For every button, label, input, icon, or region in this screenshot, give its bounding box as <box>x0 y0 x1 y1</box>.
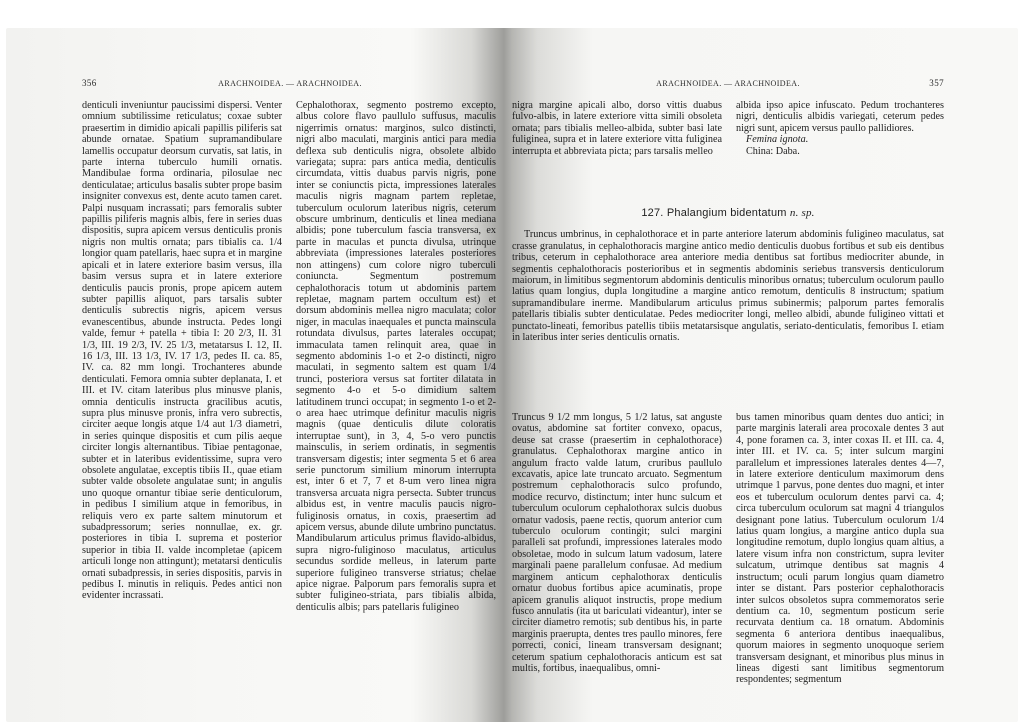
running-title-right: ARACHNOIDEA. — ARACHNOIDEA. <box>656 79 800 88</box>
page-number-right: 357 <box>929 78 944 88</box>
paragraph: denticuli inveniuntur paucissimi dispersi. Venter omnium subtilissime reticulatus; coxae subter praesertim in dimidio apicali papillis piliferis sat abunde ornatae. Spatium supramandibulare lamellis occupatur deorsum curvatis, sat latis, in parte interna tuberculo humili ornatis. Mandibulae forma ordinaria, pilosulae nec denticulatae; articulus basalis subter prope basim insigniter convexus est, dente acuto tamen caret. Palpi nusquam incrassati; pars femoralis subter papillis piliferis magnis albis, fere in series duas dispositis, supra apicem versus denticulis pronis nigris non multis ornata; pars tibialis ca. 1/4 longior quam patellaris, haec supra et in margine apicali et in latere exteriore basim versus, illa basim versus supra et in latere exteriore denticulis paucis pronis, prope apicem autem subter papillis aliquot, pars tarsalis subter denticulis subrectis nigris, apicem versus evanescentibus, abunde instructa. Pedes longi valde, femur + patella + tibia I: 20 2/3, II. 31 1/3, III. 19 2/3, IV. 25 1/3, metatarsus I. 12, II. 16 1/3, III. 13 1/3, IV. 17 1/3, pedes II. ca. 85, IV. ca. 82 mm longi. Trochanteres abunde denticulati. Femora omnia subter deplanata, I. et III. et IV. citam lateribus plus minusve planis, omnia denticulis instructa gracilibus acutis, supra plus minusve pronis, infra vero subrectis, circiter aeque longis atque 1/4 aut 1/3 diametri, in series quinque dispositis et cum pilis aeque circiter longis alternantibus. Tibiae pentagonae, subter et in lateribus evidentissime, supra vero obsolete angulatae, exceptis tibiis II., quae etiam subter valde obsolete angulatae sunt; in angulis uno quoque ornantur tibiae serie denticulorum, in pedibus I similium atque in femoribus, in reliquis vero ex parte saltem minutorum et subadpressorum; series nonnullae, ex. gr. posteriores in tibia I. suprema et posterior superior in tibia II. valde incompletae (apicem articuli longe non attingunt); metatarsi denticulis ornati subadpressis, in series dispositis, parvis in pedibus I. minutis in reliquis. Pedes antici non evidenter incrassati. <box>82 100 283 602</box>
paragraph: Cephalothorax, segmento postremo excepto, albus colore flavo paullulo suffusus, maculis nigerrimis ornatus: marginos, sulco distincti, nigri albo maculati, marginis antici para media deflexa sub denticulis nigra, obsolete albido variegata; supra: pars antica media, denticulis circumdata, vittis duabus parvis nigris, pone inter se coniunctis picta, impressiones laterales maculis nigris magnam partem repletae, tuberculum oculorum lateribus nigris, ceterum obscure umbrinum, denticulis et linea mediana albidis; pone tuberculum fascia transversa, ex parte in maculas et puncta divulsa, utrinque abbreviata (impressiones laterales posteriores non attingens) cum colore nigro tuberculi coniuncta. Segmentum postremum cephalothoracis totum ut abdominis partem repletae, magnam partem occultum est) et dorsum abdominis mellea nigro maculata; color niger, in maculas inaequales et puncta mainscula rotundata divulsus, partes laterales occupat; immaculata tamen relinquit area, quae in segmento abdominis 1-o et 2-o distincti, nigro maculati, in segmento saltem est quam 1/4 trunci, posteriora versus sat fortiter dilatata in segmento 4-o et 5-o dimidium saltem latitudinem trunci occupat; in segmento 1-o et 2-o area haec utrimque definitur maculis nigris magnis (quae denticulis dilute coloratis interruptae sunt), in 3, 4, 5-o vero punctis mainsculis, in seriem ordinatis, in segmentis transversam digestis; inter segmenta 5 et 6 area serie punctorum similium minorum interrupta est, inter 6 et 7, 7 et 8-um vero linea nigra transversa arcuata nigra persecta. Subter truncus albidus est, in ventre maculis paucis nigro-fuliginosis ornatus, in coxis, praesertim ad apicem versus, abunde dilute umbrino punctatus. Mandibularum articulus primus flavido-albidus, supra nigro-fuliginoso maculatus, articulus secundus sordide melleus, in laterum parte superiore fuligineo transverse striatus; chelae apice nigrae. Palporum pars femoralis supra et subter fuligineo-striata, pars tibialis albida, denticulis albis; pars patellaris fuligineo <box>296 100 496 613</box>
species-name: Phalangium bidentatum <box>666 207 787 219</box>
running-head-right <box>512 78 944 92</box>
running-title-left: ARACHNOIDEA. — ARACHNOIDEA. <box>218 79 362 88</box>
species-number: 127. <box>641 207 664 219</box>
right-page <box>512 78 944 718</box>
femina-note: Femina ignota. <box>746 134 809 146</box>
species-intro: Truncus umbrinus, in cephalothorace et in parte anteriore laterum abdominis fuligineo maculatus, sat crasse granulatus, in cephalothoracis margine antico medio denticulis duobus fortibus et sub eis dentibus tribus, ceterum in cephalothorace area anteriore media dentibus sat fortibus mediocriter abunde, in segmentis cephalothoracis posterioribus et in segmentis abdominis seriebus transversis denticulorum maiorum, in limitibus segmentorum abdominis denticulis minoribus ornatus; tuberculum oculorum paullo latius quam longius, dupla longitudine a margine antico remotum, denticulis 8 instructum; spatium supramandibulare inerme. Mandibularum articulus primus subinermis; palporum partes femoralis patellaris tibialis subter denticulatae. Pedes mediocriter longi, melleo albidi, abunde fuligineo vittati et punctato-lineati, femoribus patellis tibiis metatarsisque angulatis, seriato-denticulatis, femoribus I. etiam in lateribus inter series denticulis ornatis. <box>512 229 944 344</box>
paragraph: Truncus 9 1/2 mm longus, 5 1/2 latus, sat anguste ovatus, abdomine sat fortiter convexo, opacus, deuse sat crasse (praesertim in cephalothorace) granulatus. Cephalothorax margine antico in angulum fracto valde latum, cruribus paullulo excavatis, apice late truncato arcuato. Segmentum postremum cephalothoracis sulco profundo, modice recurvo, distinctum; inter hunc sulcum et tuberculum oculorum cephalothorax sulcis duobus ornatur vadosis, paene rectis, quorum anterior cum tuberculo oculorum contingit; sulci margini paralleli sat profundi, impressiones laterales modo obsoletae, modo in sulcum latum vadosum, latere marginali paene parallelum confusae. Ad medium marginem anticum cephalothorax denticulis ornatur duobus fortibus apice acuminatis, prope apicem granulis aliquot instructis, prope medium fusco annulatis (ita ut bariculati videantur), inter se circiter diametro remotis; sub dentibus his, in parte marginis praerupta, dentes tres paullo minores, fere porrecti, conici, lineam transversam designant; ceterum spatium cephalothoracis anticum est sat multis, fortibus, inaequalibus, omni- <box>512 412 722 674</box>
running-head-left <box>82 78 498 92</box>
right-column-2-bottom <box>736 412 944 718</box>
left-page <box>82 78 498 718</box>
species-section <box>512 192 944 343</box>
right-column-1-top <box>512 100 722 192</box>
species-heading <box>512 208 944 219</box>
right-column-1-bottom <box>512 412 722 718</box>
paragraph: albida ipso apice infuscato. Pedum trochanteres nigri, denticulis albidis variegati, ceterum pedes nigri sunt, apicem versus paullo pallidiores. <box>736 100 944 134</box>
locality: China: Daba. <box>746 145 800 157</box>
page-number-left: 356 <box>82 78 97 88</box>
paragraph: nigra margine apicali albo, dorso vittis duabus fulvo-albis, in latere exteriore vitta simili obsoleta ornata; pars tibialis melleo-albida, subter basi late fuliginea, supra et in latere exteriore vitta fuliginea interrupta et abbreviata picta; pars tarsalis melleo <box>512 100 722 157</box>
paragraph: bus tamen minoribus quam dentes duo antici; in parte marginis laterali area procoxale dentes 3 aut 4, pone foramen ca. 3, inter coxas II. et III. ca. 4, inter III. et IV. ca. 5; inter sulcum margini parallelum et impressiones laterales dentes 4—7, in latere exteriore denticulum maximorum dens utrimque 1 parvus, pone dentes duo magni, et inter eos et tuberculum oculorum dentes parvi ca. 4; circa tuberculum oculorum sat magni 4 triangulos designant pone latius. Tuberculum oculorum 1/4 latius quam longius, a margine antico dupla sua longitudine remotum, duplo longius quam altius, a latere visum infra non constrictum, supra leviter sulcatum, utrimque dentibus sat magnis 4 instructum; oculi parum longius quam diametro inter se distant. Pars posterior cephalothoracis inter sulcos obsoletos supra commemoratos serie dentium ca. 10, segmentum posticum serie recurvata dentium ca. 18 ornatum. Abdominis segmenta 6 anteriora dentibus inaequalibus, quorum maiores in segmento unoquoque seriem transversam designant, et minoribus plus minus in lineas digesti sant limitibus segmentorum respondentes; segmentum <box>736 412 944 686</box>
right-column-2-top <box>736 100 944 192</box>
left-column-1 <box>82 100 282 718</box>
species-author: n. sp. <box>789 207 815 219</box>
left-column-2 <box>296 100 496 718</box>
